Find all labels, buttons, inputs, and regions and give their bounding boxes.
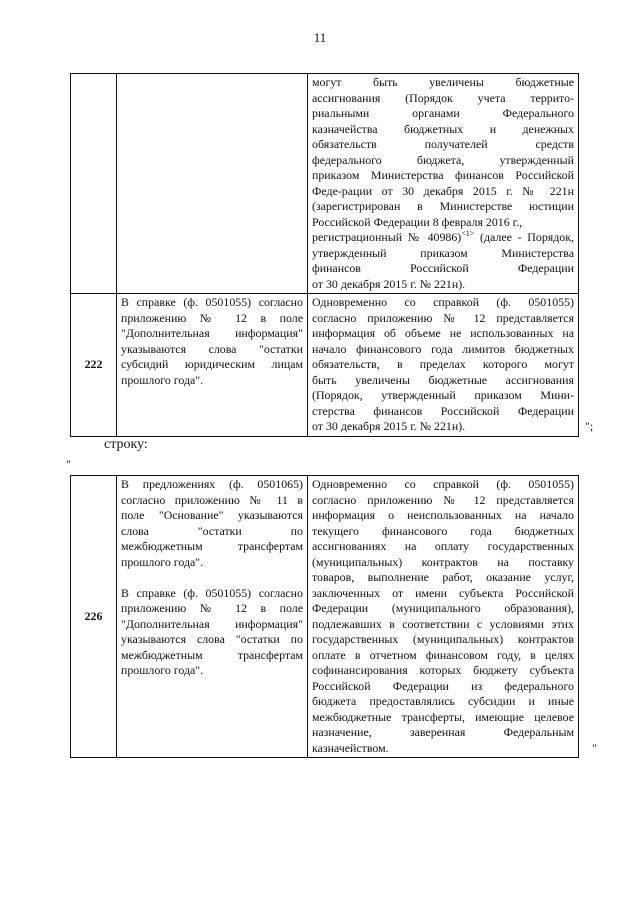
text-line: начало финансового года лимитов бюджетных [312,341,574,356]
text-line: указываются слова "остатки [121,341,303,356]
requirement-lines-after [312,246,574,293]
text-line: указываются слова "остатки по [121,632,303,646]
text-line: заключенных от имени субъекта Российской [312,585,574,600]
text-line: подлежавших в соответствии с условиями этих [312,616,574,631]
text-line: приказом Министерства финансов Российской [312,168,574,182]
text-line: утвержденный приказом Министерства [312,245,574,260]
closing-quote-semicolon: "; [585,419,594,433]
paragraph-gap [121,570,303,586]
closing-quote: " [592,741,597,755]
text-line: риальными органами Федерального [312,106,574,120]
section-label: строку: [104,437,148,452]
text-line: софинансирования которых бюджету субъекта [312,663,574,677]
text-line: информация об объеме не использованных на [312,326,574,340]
table-row-226 [71,476,579,758]
text-line: товаров, выполнение работ, оказание услуг, [312,570,574,584]
registration-line [312,230,574,246]
text-line: согласно приложению № 12 представляется [312,492,574,507]
text-line: ассигнования (Порядок учета террито- [312,90,574,105]
text-line: слова "остатки по [121,523,303,538]
requirement-lines [312,75,574,230]
text-line: согласно приложению № 11 в [121,492,303,507]
condition-lines [121,295,303,388]
text-line: информация о неиспользованных на начало [312,508,574,522]
text-line: Российской Федерации 8 февраля 2016 г., [312,214,523,229]
text-line: оплате в отчетном финансовом году, в целях [312,647,574,662]
requirement-lines [312,295,574,435]
text-line: обязательств, в пределах которого могут [312,357,574,371]
text-line: федерального бюджета, утвержденный [312,152,574,167]
condition-cell [117,294,308,437]
condition-cell [117,74,308,294]
text-line: согласно приложению № 12 представляется [312,310,574,325]
condition-cell [117,476,308,758]
text-line: от 30 декабря 2015 г. № 221н). [312,276,466,291]
text-line: (зарегистрирован в Министерстве юстиции [312,199,574,213]
text-line: Одновременно со справкой (ф. 0501055) [312,295,574,309]
condition-paragraph-2 [121,586,303,679]
text-line: "Дополнительная информация" [121,326,303,340]
text-line: финансов Российской Федерации [312,261,574,275]
text-line: могут быть увеличены бюджетные [312,75,574,89]
page-number: 11 [313,30,327,45]
row-number: 222 [71,294,117,437]
text-line: текущего финансового года бюджетных [312,523,574,538]
text-line: приложению № 12 в поле [121,310,303,325]
text-line: государственных (муниципальных) контрактов [312,632,574,646]
text-line: быть увеличены бюджетные ассигнования [312,372,574,387]
amendment-table-1 [70,73,579,437]
text-line: "Дополнительная информация" [121,616,303,631]
table-row-continuation [71,74,579,294]
text-line: Одновременно со справкой (ф. 0501055) [312,477,574,491]
text-line: поле "Основание" указываются [121,508,303,522]
text-line: прошлого года". [121,554,204,569]
registration-text: регистрационный № 40986) [312,230,462,244]
condition-paragraph-1 [121,477,303,570]
text-line: (Порядок, утвержденный приказом Мини- [312,388,574,402]
text-line: приложению № 12 в поле [121,601,303,615]
text-line: прошлого года". [121,663,204,677]
row-number-cell [71,74,117,294]
text-line: бюджета предоставлялись субсидии и иные [312,694,574,708]
text-line: Федерации (муниципального образования), [312,601,574,615]
text-line: стерства финансов Российской Федерации [312,403,574,418]
requirement-cell [308,74,579,294]
table-row-222 [71,294,579,437]
registration-tail: (далее - Порядок, [474,230,574,244]
text-line: назначение, заверенная Федеральным [312,725,574,739]
text-line: межбюджетные трансферты, имеющие целевое [312,709,574,724]
text-line: межбюджетным трансфертам [121,647,303,662]
amendment-table-2 [70,475,579,758]
text-line: обязательств получателей средств [312,137,574,151]
text-line: В предложениях (ф. 0501065) [121,477,303,491]
text-line: В справке (ф. 0501055) согласно [121,295,303,309]
opening-quote: " [66,457,71,471]
text-line: от 30 декабря 2015 г. № 221н). [312,419,466,433]
requirement-cell [308,476,579,758]
requirement-lines [312,477,574,756]
text-line: прошлого года". [121,372,204,387]
text-line: Феде-рации от 30 декабря 2015 г. № 221н [312,183,574,198]
text-line: субсидий юридическим лицам [121,357,303,371]
row-number: 226 [71,476,117,758]
footnote-ref: <1> [461,229,475,239]
text-line: межбюджетным трансфертам [121,539,303,553]
text-line: ассигнованиях на оплату государственных [312,539,574,553]
requirement-cell [308,294,579,437]
text-line: В справке (ф. 0501055) согласно [121,585,303,600]
text-line: казначейства бюджетных и денежных [312,121,574,136]
text-line: (муниципальных) контрактов на поставку [312,554,574,569]
text-line: казначейством. [312,740,389,755]
text-line: Российской Федерации из федерального [312,678,574,693]
